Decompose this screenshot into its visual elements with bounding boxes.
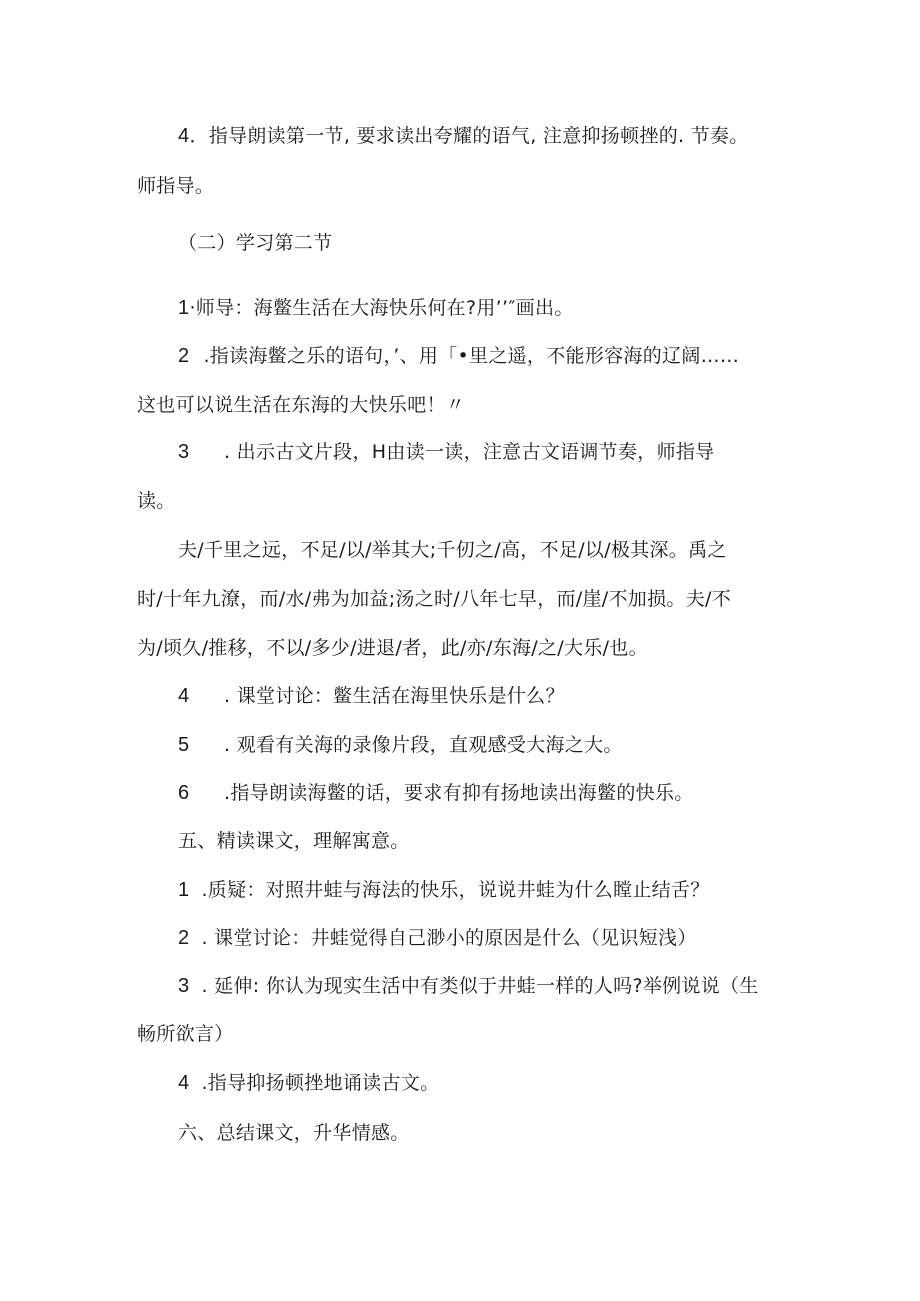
item-number: 1 xyxy=(178,297,190,319)
list-item-4 xyxy=(178,684,565,708)
item-text: .指导朗读海鳖的话，要求有抑有扬地读出海鳖的快乐。 xyxy=(224,782,694,804)
item-text: . 课堂讨论：井蛙觉得自己渺小的原因是什么（见识短浅） xyxy=(201,927,697,949)
item-number: 2 xyxy=(178,927,190,949)
list-item-2-line-1 xyxy=(178,344,739,368)
list-item-6 xyxy=(178,781,694,805)
section-title-5: 五、精读课文，理解寓意。 xyxy=(178,830,410,852)
classical-text-line-3: 为/顷久/推移，不以/多少/进退/者，此/亦/东海/之/大乐/也。 xyxy=(137,637,648,659)
section-5-item-4 xyxy=(178,1071,439,1095)
paragraph-number: 4 xyxy=(178,125,190,147)
item-text: .指导抑扬顿挫地诵读古文。 xyxy=(201,1072,440,1094)
section-title-2: （二）学习第二节 xyxy=(178,232,333,254)
item-number: 3 xyxy=(178,441,190,463)
item-number: 5 xyxy=(178,734,190,756)
item-text: ·师导：海鳖生活在大海快乐何在?用’’″画出。 xyxy=(189,297,574,319)
list-item-3-line-2: 读。 xyxy=(137,490,176,512)
item-text: . 观看有关海的录像片段，直观感受大海之大。 xyxy=(224,734,623,756)
item-number: 3 xyxy=(178,975,190,997)
list-item-1 xyxy=(178,296,574,320)
item-number: 1 xyxy=(178,879,190,901)
item-text: . 课堂讨论：鳖生活在海里快乐是什么？ xyxy=(224,685,565,707)
list-item-5 xyxy=(178,733,623,757)
section-5-item-1 xyxy=(178,878,710,902)
item-text: .质疑：对照井蛙与海法的快乐，说说井蛙为什么瞠止结舌？ xyxy=(201,879,710,901)
paragraph-text: ．指导朗读第一节, 要求读出夸耀的语气, 注意抑扬顿挫的. 节奏。 xyxy=(189,125,749,147)
section-5-item-3-line-1 xyxy=(178,974,759,998)
item-number: 4 xyxy=(178,1072,190,1094)
item-text: . 出示古文片段，H由读一读，注意古文语调节奏，师指导 xyxy=(224,441,715,463)
list-item-3-line-1 xyxy=(178,440,714,464)
paragraph-4-line-1 xyxy=(178,124,749,148)
section-title-6: 六、总结课文，升华情感。 xyxy=(178,1122,410,1144)
item-number: 6 xyxy=(178,782,190,804)
list-item-2-line-2: 这也可以说生活在东海的大快乐吧！〃 xyxy=(137,394,466,416)
item-text: . 延伸: 你认为现实生活中有类似于井蛙一样的人吗?举例说说（生 xyxy=(201,975,759,997)
paragraph-4-line-2: 师指导。 xyxy=(137,175,215,197)
item-text: .指读海鳖之乐的语句，’、用「•里之遥，不能形容海的辽阔…… xyxy=(203,345,740,367)
section-5-item-3-line-2: 畅所欲言） xyxy=(137,1023,234,1045)
item-number: 2 xyxy=(178,345,190,367)
classical-text-line-1: 夫/千里之远，不足/以/举其大;千仞之/高，不足/以/极其深。禹之 xyxy=(178,539,727,561)
item-number: 4 xyxy=(178,685,190,707)
classical-text-line-2: 时/十年九潦，而/水/弗为加益;汤之时/八年七早，而/崖/不加损。夫/不 xyxy=(137,588,732,610)
section-5-item-2 xyxy=(178,926,697,950)
